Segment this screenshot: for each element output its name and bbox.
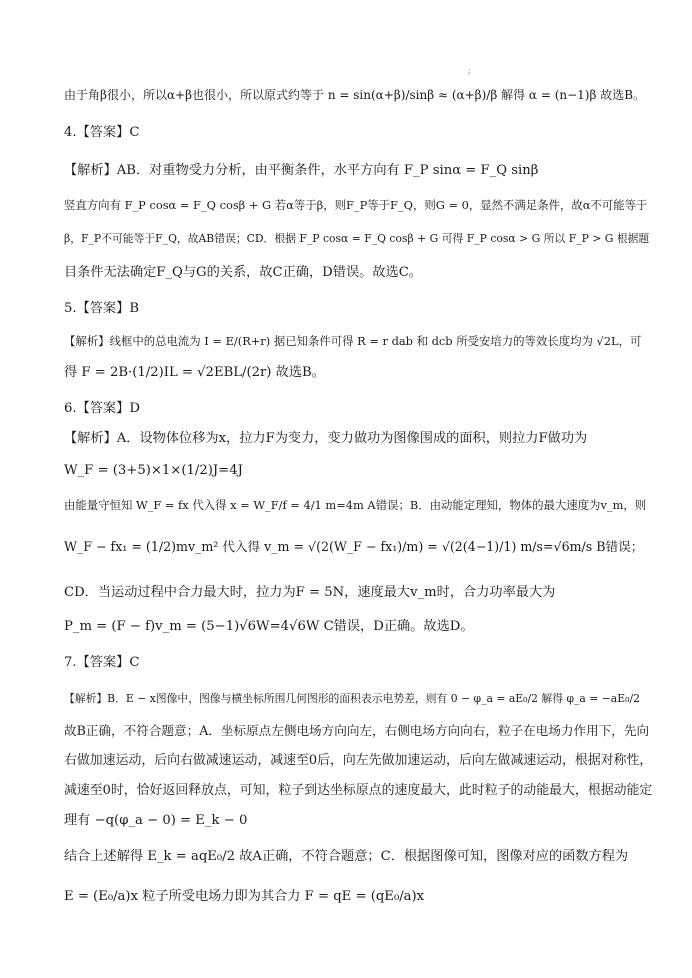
text-line: 【解析】线框中的总电流为 I = E/(R+r) 据已知条件可得 R = r dab 和 dcb 所受安培力的等效长度均为 √2L，可	[64, 334, 642, 348]
text-line: 得 F = 2B·(1/2)IL = √2EBL/(2r) 故选B。	[64, 365, 325, 380]
text-line: 右做加速运动，后向右做减速运动，减速至0后，向左先做加速运动，后向左做减速运动，根据对称性，	[64, 753, 653, 768]
text-line: 故B正确，不符合题意；A．坐标原点左侧电场方向向左，右侧电场方向向右，粒子在电场力作用下，先向	[64, 723, 650, 738]
text-line: 【解析】B．E − x图像中，图像与横坐标所围几何图形的面积表示电势差，则有 0 − φ_a = aE₀/2 解得 φ_a = −aE₀/2	[64, 692, 640, 705]
text-line: 理有 −q(φ_a − 0) = E_k − 0	[64, 813, 248, 828]
text-line: 由于角β很小，所以α+β也很小，所以原式约等于 n = sin(α+β)/sinβ ≈ (α+β)/β 解得 α = (n−1)β 故选B。	[64, 88, 646, 102]
text-line: E = (E₀/a)x 粒子所受电场力即为其合力 F = qE = (qE₀/a)x	[64, 889, 425, 904]
text-line: 结合上述解得 E_k = aqE₀/2 故A正确，不符合题意；C．根据图像可知，图像对应的函数方程为	[64, 849, 629, 864]
answer-heading: 5.【答案】B	[64, 301, 140, 316]
text-line: 目条件无法确定F_Q与G的关系，故C正确，D错误。故选C。	[64, 265, 422, 280]
text-line: CD．当运动过程中合力最大时，拉力为F = 5N，速度最大v_m时，合力功率最大为	[64, 585, 556, 600]
text-line: W_F = (3+5)×1×(1/2)J=4J	[64, 463, 243, 478]
text-line: W_F − fx₁ = (1/2)mv_m² 代入得 v_m = √(2(W_F − fx₁)/m) = √(2(4−1)/1) m/s=√6m/s B错误；	[64, 539, 644, 554]
text-line: 由能量守恒知 W_F = fx 代入得 x = W_F/f = 4/1 m=4m A错误；B．由动能定理知，物体的最大速度为v_m，则	[64, 498, 647, 512]
page-mark: ;	[468, 66, 471, 75]
text-line: 竖直方向有 F_P cosα = F_Q cosβ + G 若α等于β，则F_P等于F_Q，则G = 0，显然不满足条件，故α不可能等于	[64, 198, 648, 212]
text-line: 【解析】AB．对重物受力分析，由平衡条件，水平方向有 F_P sinα = F_Q sinβ	[64, 163, 539, 178]
text-line: β，F_P不可能等于F_Q，故AB错误；CD．根据 F_P cosα = F_Q cosβ + G 可得 F_P cosα > G 所以 F_P > G 根据题	[64, 232, 650, 245]
text-line: P_m = (F − f)v_m = (5−1)√6W=4√6W C错误，D正确。故选D。	[64, 619, 474, 634]
text-line: 【解析】A．设物体位移为x，拉力F为变力，变力做功为图像围成的面积，则拉力F做功为	[64, 431, 588, 446]
answer-heading: 4.【答案】C	[64, 125, 140, 140]
answer-heading: 6.【答案】D	[64, 401, 140, 416]
text-line: 减速至0时，恰好返回释放点，可知，粒子到达坐标原点的速度最大，此时粒子的动能最大，根据动能定	[64, 783, 653, 798]
answer-heading: 7.【答案】C	[64, 655, 140, 670]
